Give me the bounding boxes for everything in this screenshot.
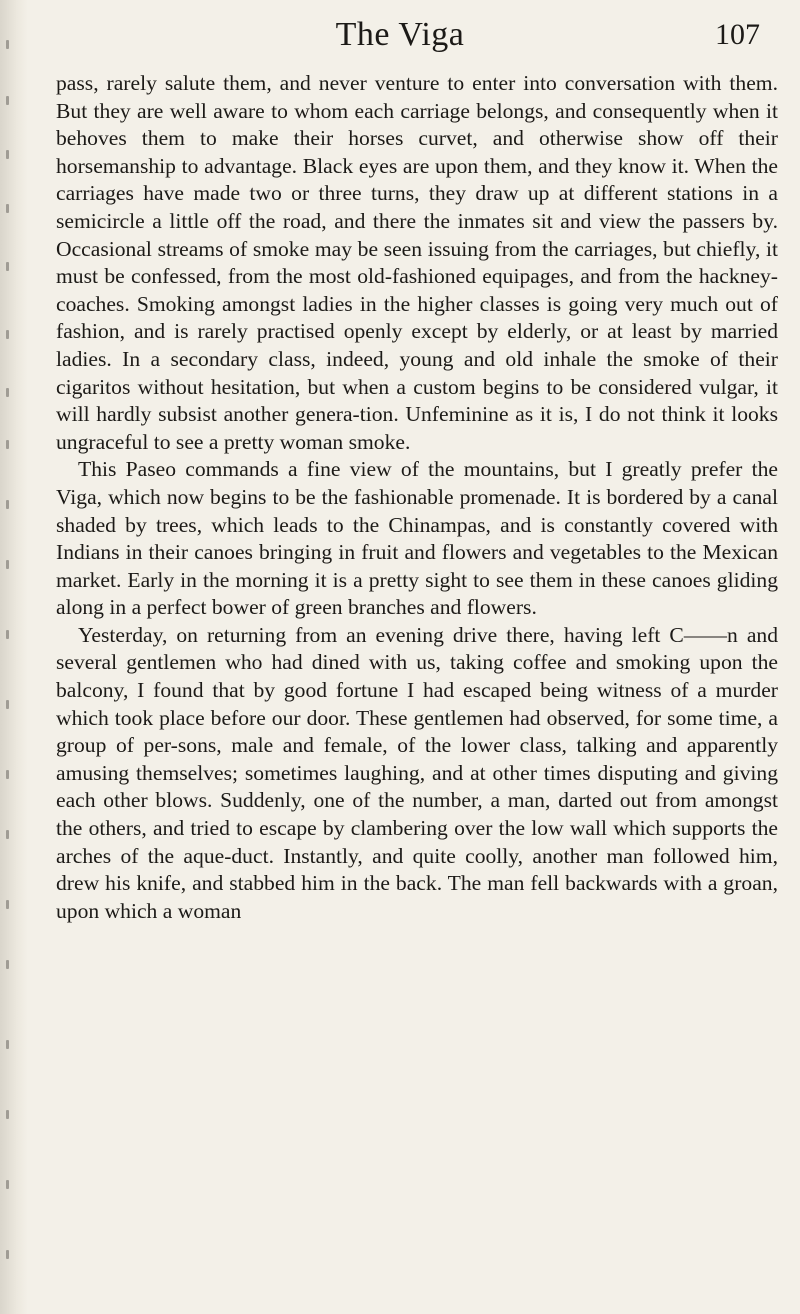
page-gutter-shadow [0, 0, 28, 1314]
paragraph-continuation: pass, rarely salute them, and never venture to enter into conversation with them. But they are well aware to whom each carriage belongs, and consequently when it behoves them to make their horses curvet, and otherwise show off their horsemanship to advantage. Black eyes are upon them, and they know it. When the carriages have made two or three turns, they draw up at different stations in a semicircle a little off the road, and there the inmates sit and view the passers by. Occasional streams of smoke may be seen issuing from the carriages, but chiefly, it must be confessed, from the most old-fashioned equipages, and from the hackney-coaches. Smoking amongst ladies in the higher classes is going very much out of fashion, and is rarely practised openly except by elderly, or at least by married ladies. In a secondary class, indeed, young and old inhale the smoke of their cigaritos without hesitation, but when a custom begins to be considered vulgar, it will hardly subsist another genera-tion. Unfeminine as it is, I do not think it looks ungraceful to see a pretty woman smoke. [56, 71, 778, 454]
running-head: The Viga [335, 16, 465, 53]
gutter-mark [6, 262, 9, 271]
gutter-mark [6, 330, 9, 339]
gutter-mark [6, 700, 9, 709]
gutter-mark [6, 960, 9, 969]
gutter-mark [6, 388, 9, 397]
body-text [56, 70, 778, 925]
gutter-mark [6, 1040, 9, 1049]
paragraph-paseo: This Paseo commands a fine view of the mountains, but I greatly prefer the Viga, which now begins to be the fashionable promenade. It is bordered by a canal shaded by trees, which leads to the Chinampas, and is constantly covered with Indians in their canoes bringing in fruit and flowers and vegetables to the Mexican market. Early in the morning it is a pretty sight to see them in these canoes gliding along in a perfect bower of green branches and flowers. [56, 457, 778, 620]
page-number: 107 [715, 18, 760, 51]
gutter-mark [6, 1250, 9, 1259]
gutter-mark [6, 900, 9, 909]
gutter-mark [6, 1110, 9, 1119]
gutter-mark [6, 204, 9, 213]
page-header [0, 14, 800, 64]
gutter-mark [6, 830, 9, 839]
gutter-mark [6, 630, 9, 639]
gutter-mark [6, 1180, 9, 1189]
gutter-mark [6, 96, 9, 105]
paragraph-murder: Yesterday, on returning from an evening drive there, having left C——n and several gentlemen who had dined with us, taking coffee and smoking upon the balcony, I found that by good fortune I had escaped being witness of a murder which took place before our door. These gentlemen had observed, for some time, a group of per-sons, male and female, of the lower class, talking and apparently amusing themselves; sometimes laughing, and at other times disputing and giving each other blows. Suddenly, one of the number, a man, darted out from amongst the others, and tried to escape by clambering over the low wall which supports the arches of the aque-duct. Instantly, and quite coolly, another man followed him, drew his knife, and stabbed him in the back. The man fell backwards with a groan, upon which a woman [56, 622, 778, 923]
gutter-mark [6, 770, 9, 779]
gutter-mark [6, 440, 9, 449]
gutter-mark [6, 150, 9, 159]
gutter-mark [6, 500, 9, 509]
gutter-mark [6, 560, 9, 569]
